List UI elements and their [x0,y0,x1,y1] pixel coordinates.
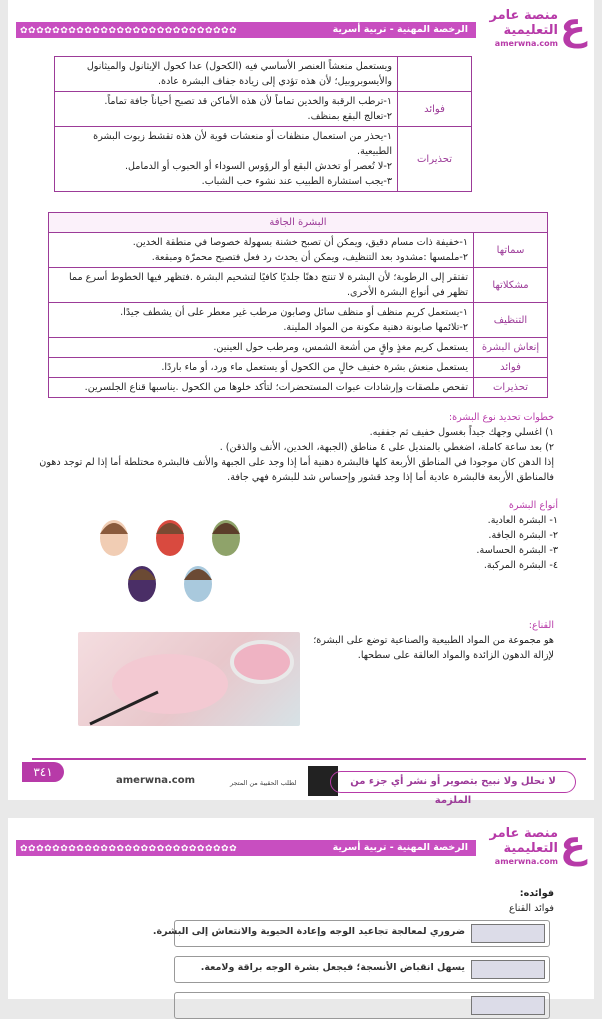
step-line: إذا الدهن كان موجودا في المناطق الأربعة كلها فالبشرة دهنية أما إذا وجد على الجبهة والأنف فالبشرة مختلطة أما إذا لم توجد دهون فالمناطق الأربعة فالبشرة عادية أما إذا وجد قشور وإحساس شد للبشرة فهي جافة. [39,457,554,483]
benefits-heading: فوائده: [519,888,554,899]
dry-skin-table [48,212,548,398]
row-label: مشكلاتها [474,268,548,303]
flower-pattern: ✿✿✿✿✿✿✿✿✿✿✿✿✿✿✿✿✿✿✿✿✿✿✿✿✿✿✿ [20,26,238,36]
face-blue-mask [184,566,212,602]
row-label: فوائد [398,92,472,127]
steps-heading: خطوات تحديد نوع البشرة: [448,412,554,423]
row-text: يستعمل كريم مغذٍ واقٍ من أشعة الشمس، ومرطب حول العينين. [49,338,474,358]
mask-line: لإزالة الدهون الزائدة والمواد العالقة على سطحها. [357,650,554,661]
row-line: ١-يحذر من استعمال منظفات أو منعشات قوية لأن هذه تقشط زيوت البشرة الطبيعية. [93,131,392,157]
row-label [398,57,472,92]
logo-text: منصة عامر [489,8,558,23]
benefit-row [174,992,550,1019]
footer-site[interactable]: amerwna.com [116,775,196,786]
page-header [8,822,594,866]
face-purple-mask [128,566,156,602]
mask-line: هو مجموعة من المواد الطبيعية والصناعية توضع على البشرة؛ [313,635,554,646]
steps-section [34,410,554,485]
table-row [49,358,548,378]
table-row [49,378,548,398]
answer-box[interactable] [471,924,545,943]
row-label: تحذيرات [398,127,472,192]
table-title: البشرة الجافة [49,213,548,233]
answer-box[interactable] [471,996,545,1015]
page-number: ٣٤١ [22,762,64,782]
skin-types-heading: أنواع البشرة [508,500,558,511]
table-row [55,57,472,92]
row-line: ١-خفيفة ذات مسام دقيق، ويمكن أن تصبح خشنة بسهولة خصوصا في منطقة الخدين. [132,237,468,248]
skin-type-item: ٢- البشرة الجافة. [488,530,558,541]
skin-type-item: ٣- البشرة الحساسة. [476,545,558,556]
face-natural [100,520,128,556]
row-line: ٢-لا تُعصر أو تخدش البقع أو الرؤوس السوداء أو الحبوب أو الدمامل. [124,161,392,172]
page-header [8,4,594,48]
row-label: التنظيف [474,303,548,338]
row-text: تفتقر إلى الرطوبة؛ لأن البشرة لا تنتج دهنًا جلديًا كافيًا لتشحيم البشرة .فتظهر فيها الخطوط أسرع مما تظهر في أنواع البشرة الأخرى. [49,268,474,303]
table-row [49,268,548,303]
row-text: يستعمل منعش بشرة خفيف خالٍ من الكحول أو يستعمل ماء ورد، أو ماء باردًا. [49,358,474,378]
row-label: إنعاش البشرة [474,338,548,358]
table-row [55,92,472,127]
row-line: ٢-تعالج البقع بمنظف. [307,111,392,122]
row-line: ١-ترطب الرقبة والخدين تماماً لأن هذه الأماكن قد تصبح أحياناً جافة تماماً. [104,96,392,107]
table-row [49,233,548,268]
face-masks-illustration [86,508,252,610]
benefit-text: يسهل انقباض الأنسجة؛ فيجعل بشرة الوجه براقة ولامعة. [200,962,465,973]
header-strip [16,22,476,38]
benefit-row [152,920,550,947]
platform-logo [480,4,586,50]
skin-type-item: ٤- البشرة المركبة. [483,560,558,571]
facial-mask-photo [78,632,300,726]
row-line: ١-يستعمل كريم منظف أو منظف سائل وصابون مرطب غير معطر على أن يشطف جيدًا. [120,307,468,318]
row-label: سماتها [474,233,548,268]
logo-site: amerwna.com [494,39,558,48]
platform-logo [480,822,586,868]
skin-types-section [398,498,558,573]
page-342 [8,818,594,999]
header-title: الرخصة المهنية - تربية أسرية [332,842,468,853]
row-label: تحذيرات [474,378,548,398]
step-line: ١) اغسلي وجهك جيداً بغسول خفيف ثم جففيه. [369,427,554,438]
benefit-row [174,956,550,983]
page-341 [8,0,594,806]
flower-pattern: ✿✿✿✿✿✿✿✿✿✿✿✿✿✿✿✿✿✿✿✿✿✿✿✿✿✿✿ [20,844,238,854]
logo-text-2: التعليمية [503,23,558,38]
store-text: لطلب الحقيبة من المتجر [230,779,297,787]
logo-letter: ع [560,4,586,48]
row-line: ٢-تلائمها صابونة دهنية مكونة من المواد الملينة. [283,322,468,333]
skin-type-item: ١- البشرة العادية. [487,515,558,526]
copyright-notice: لا نحلل ولا نبيح بتصوير أو نشر أي جزء من الملزمة [330,771,576,793]
face-green-mask [212,520,240,556]
table-row [49,338,548,358]
row-line: ٢-ملمسها :مشدود بعد التنظيف، ويمكن أن يحدث رد فعل فتصبح محمرّة ومبقعة. [151,252,468,263]
header-strip [16,840,476,856]
benefit-text: ضروري لمعالجة تجاعيد الوجه وإعادة الحيوية والانتعاش إلى البشرة. [152,926,465,937]
row-text: تفحص ملصقات وإرشادات عبوات المستحضرات؛ لتأكد خلوها من الكحول .يناسبها قناع الجلسرين. [49,378,474,398]
logo-letter: ع [560,822,586,866]
row-label: فوائد [474,358,548,378]
page-footer [22,762,586,806]
logo-text: منصة عامر [489,826,558,841]
mask-heading: القناع: [528,620,554,631]
mask-photo-drawing [78,632,300,726]
header-title: الرخصة المهنية - تربية أسرية [332,24,468,35]
table-title-row [49,213,548,233]
table-row [55,127,472,192]
face-red-mask [156,520,184,556]
row-line: ٣-يجب استشارة الطبيب عند نشوء حب الشباب. [201,176,392,187]
logo-text-2: التعليمية [503,841,558,856]
step-line: ٢) بعد ساعة كاملة، اضغطي بالمنديل على ٤ مناطق (الجبهة، الخدين، الأنف والذقن) . [219,442,554,453]
oily-skin-table [54,56,472,192]
benefits-subheading: فوائد القناع [509,903,554,914]
answer-box[interactable] [471,960,545,979]
table-row [49,303,548,338]
footer-divider [32,758,586,760]
row-text: ويستعمل منعشاً العنصر الأساسي فيه (الكحول) عدا كحول الإيثانول والميثانول والأيسوبروبيل؛ لأن هذه تؤدي إلى زيادة جفاف البشرة عادة. [55,57,398,92]
logo-site: amerwna.com [494,857,558,866]
